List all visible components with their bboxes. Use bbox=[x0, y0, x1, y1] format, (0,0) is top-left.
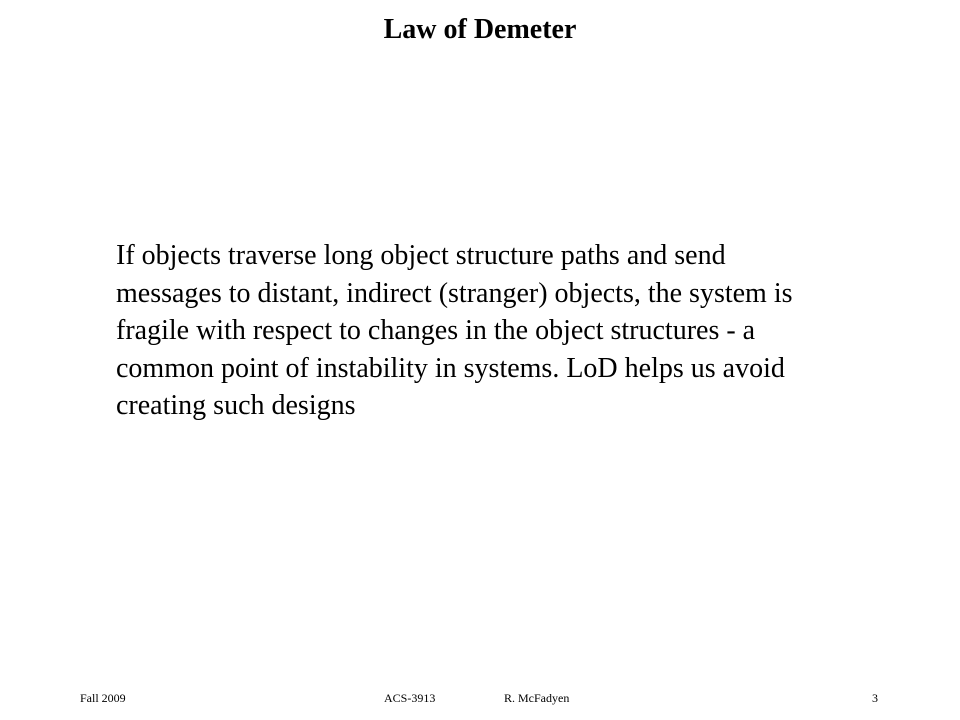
body-line: messages to distant, indirect (stranger) objects, the system is bbox=[116, 277, 793, 309]
body-line: common point of instability in systems. LoD helps us avoid bbox=[116, 352, 785, 384]
footer-term: Fall 2009 bbox=[80, 691, 126, 705]
slide-title: Law of Demeter bbox=[383, 14, 577, 45]
footer-author: R. McFadyen bbox=[504, 691, 570, 705]
body-line: creating such designs bbox=[116, 390, 356, 421]
body-line: fragile with respect to changes in the object structures - a bbox=[116, 315, 756, 346]
footer-page-number: 3 bbox=[872, 691, 878, 705]
footer-course: ACS-3913 bbox=[384, 691, 436, 705]
body-line: If objects traverse long object structure paths and send bbox=[116, 240, 726, 271]
slide-body bbox=[116, 237, 916, 425]
